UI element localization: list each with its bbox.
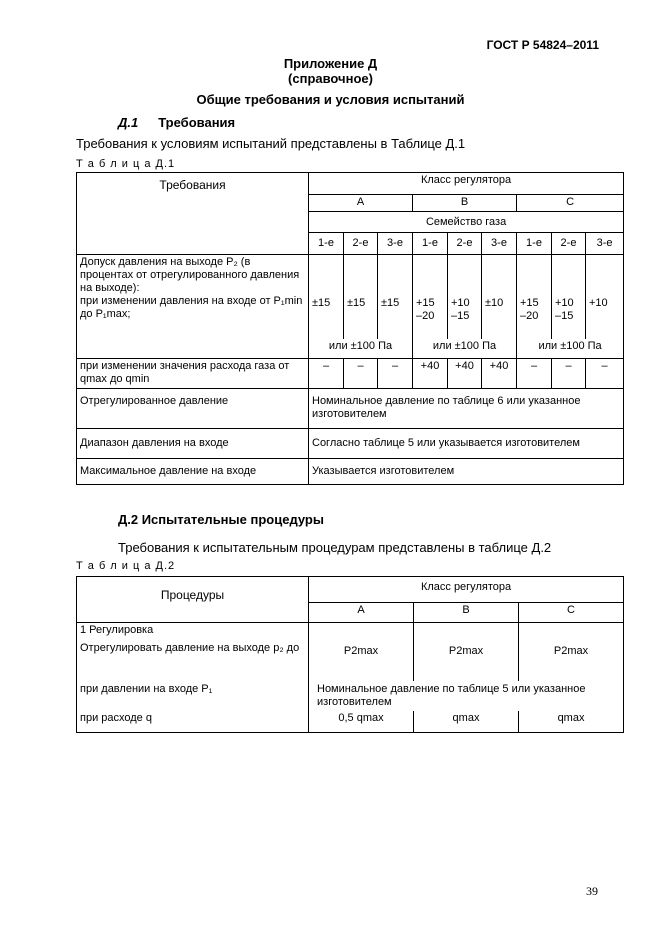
row-inlet-range-value: Согласно таблице 5 или указывается изготовителем xyxy=(309,429,624,459)
flow-cell: – xyxy=(552,359,586,389)
appendix-subtitle: (справочное) xyxy=(288,71,373,86)
tolerance-pa-c: или ±100 Па xyxy=(517,339,624,359)
tolerance-top: ±15 xyxy=(347,297,366,309)
tolerance-cell xyxy=(344,255,378,339)
class-a: A xyxy=(309,195,413,212)
intro-d1: Требования к условиям испытаний представлены в Таблице Д.1 xyxy=(76,136,466,151)
tolerance-bottom: –15 xyxy=(451,310,470,322)
adjust-value-c: P2max xyxy=(519,641,624,681)
family-cell: 3-е xyxy=(586,233,624,255)
tolerance-top: ±15 xyxy=(312,297,331,309)
class-header: Класс регулятора xyxy=(309,173,624,195)
tolerance-cell xyxy=(448,255,482,339)
row-inlet-value: Номинальное давление по таблице 5 или указанное изготовителем xyxy=(309,681,624,711)
tolerance-cell xyxy=(586,255,624,339)
adjust-value-b: P2max xyxy=(414,641,519,681)
row-adjusted-value: Номинальное давление по таблице 6 или указанное изготовителем xyxy=(309,389,624,429)
class-c: C xyxy=(517,195,624,212)
row-tolerance-label-b: при изменении давления на входе от P₁min до P₁max; xyxy=(80,295,303,320)
class-b: B xyxy=(413,195,517,212)
family-header: Семейство газа xyxy=(309,212,624,233)
class-c-2: C xyxy=(519,603,624,623)
flow-rate-c: qmax xyxy=(519,711,624,733)
family-cell: 2-е xyxy=(552,233,586,255)
row-inlet-range-label: Диапазон давления на входе xyxy=(77,429,309,459)
flow-rate-b: qmax xyxy=(414,711,519,733)
tolerance-top: +10 xyxy=(589,297,608,309)
family-cell: 3-е xyxy=(482,233,517,255)
tolerance-top: +10 xyxy=(451,297,470,309)
tolerance-cell xyxy=(378,255,413,339)
tolerance-bottom: –20 xyxy=(416,310,435,322)
heading-d1 xyxy=(118,115,235,130)
row-tolerance-label xyxy=(77,255,309,359)
tolerance-top: +15 xyxy=(520,297,539,309)
row-flow-rate-label: при расходе q xyxy=(77,711,309,733)
page-number: 39 xyxy=(586,884,598,898)
tolerance-bottom: –15 xyxy=(555,310,574,322)
family-cell: 1-е xyxy=(413,233,448,255)
tolerance-pa-a: или ±100 Па xyxy=(309,339,413,359)
flow-cell: +40 xyxy=(413,359,448,389)
flow-cell: – xyxy=(517,359,552,389)
col-header-procedures: Процедуры xyxy=(77,577,309,623)
tolerance-top: +10 xyxy=(555,297,574,309)
heading-d2: Д.2 Испытательные процедуры xyxy=(118,512,324,527)
tolerance-bottom: –20 xyxy=(520,310,539,322)
flow-cell: – xyxy=(344,359,378,389)
section-title: Общие требования и условия испытаний xyxy=(196,92,465,107)
tolerance-top: +15 xyxy=(416,297,435,309)
adjust-value-a: P2max xyxy=(309,641,414,681)
row-max-inlet-value: Указывается изготовителем xyxy=(309,459,624,485)
table-caption-d2: Т а б л и ц а Д.2 xyxy=(76,560,176,572)
flow-cell: – xyxy=(378,359,413,389)
tolerance-cell xyxy=(309,255,344,339)
flow-cell: – xyxy=(586,359,624,389)
tolerance-cell xyxy=(552,255,586,339)
tolerance-pa-b: или ±100 Па xyxy=(413,339,517,359)
family-cell: 1-е xyxy=(309,233,344,255)
table-d2 xyxy=(76,576,624,733)
table-caption-d1: Т а б л и ц а Д.1 xyxy=(76,158,176,170)
class-header-2: Класс регулятора xyxy=(309,577,624,603)
tolerance-top: ±15 xyxy=(381,297,400,309)
row-regulation: 1 Регулировка xyxy=(77,623,309,641)
family-cell: 2-е xyxy=(448,233,482,255)
row-inlet-label: при давлении на входе P₁ xyxy=(77,681,309,711)
class-b-2: B xyxy=(414,603,519,623)
family-cell: 2-е xyxy=(344,233,378,255)
heading-d1-number: Д.1 xyxy=(118,115,139,130)
tolerance-cell xyxy=(517,255,552,339)
row-flow-label: при изменении значения расхода газа от qmax до qmin xyxy=(77,359,309,389)
tolerance-cell xyxy=(413,255,448,339)
tolerance-cell xyxy=(482,255,517,339)
flow-rate-a: 0,5 qmax xyxy=(309,711,414,733)
col-header-requirements: Требования xyxy=(77,173,309,255)
family-cell: 3-е xyxy=(378,233,413,255)
tolerance-top: ±10 xyxy=(485,297,504,309)
flow-cell: +40 xyxy=(482,359,517,389)
heading-d1-title: Требования xyxy=(158,115,236,130)
flow-cell: – xyxy=(309,359,344,389)
family-cell: 1-е xyxy=(517,233,552,255)
appendix-title: Приложение Д xyxy=(283,56,378,71)
table-d1 xyxy=(76,172,624,485)
row-max-inlet-label: Максимальное давление на входе xyxy=(77,459,309,485)
document-code: ГОСТ Р 54824–2011 xyxy=(486,38,599,52)
row-adjust-label: Отрегулировать давление на выходе p₂ до xyxy=(77,641,309,681)
intro-d2: Требования к испытательным процедурам представлены в таблице Д.2 xyxy=(118,540,552,555)
class-a-2: A xyxy=(309,603,414,623)
row-adjusted-label: Отрегулированное давление xyxy=(77,389,309,429)
flow-cell: +40 xyxy=(448,359,482,389)
row-tolerance-label-a: Допуск давления на выходе P₂ (в процентах от отрегулированного давления на выходе): xyxy=(80,256,300,294)
